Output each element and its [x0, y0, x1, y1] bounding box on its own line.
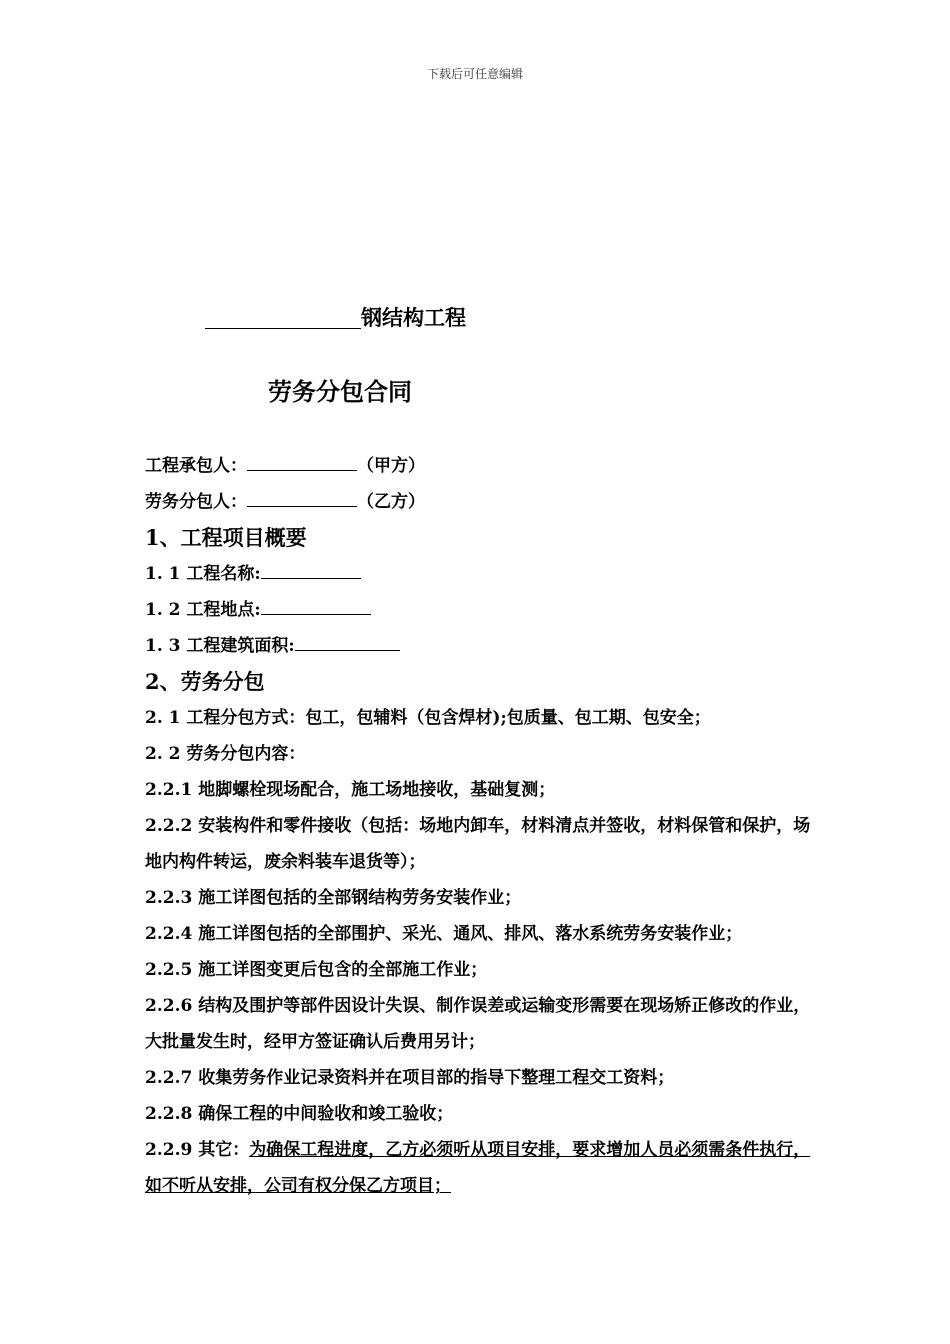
clause-2-2-9-text: 为确保工程进度，乙方必须听从项目安排，要求增加人员必须需条件执行，如不听从安排，公司有权分保乙方项目； [145, 1140, 811, 1196]
title-suffix: 钢结构工程 [361, 305, 466, 330]
item-number: 1. 1 [145, 564, 181, 584]
contractor-line [145, 448, 815, 484]
contractor-role: （甲方） [357, 456, 425, 476]
clause-2-1: 2. 1 工程分包方式：包工，包辅料（包含焊材);包质量、包工期、包安全； [145, 708, 711, 728]
clause-2-2-4: 2.2.4 施工详图包括的全部围护、采光、通风、排风、落水系统劳务安装作业； [145, 924, 743, 944]
clause-2-2-2: 2.2.2 安装构件和零件接收（包括：场地内卸车，材料清点并签收，材料保管和保护，场地内构件转运，废余料装车退货等）； [145, 816, 811, 872]
contractor-blank[interactable] [247, 450, 357, 471]
subcontractor-role: （乙方） [357, 492, 425, 512]
contract-subtitle: 劳务分包合同 [268, 377, 412, 406]
clause-2-2-9 [145, 1132, 815, 1204]
clause-2-2-9-prefix: 2.2.9 其它： [145, 1140, 250, 1160]
header-note: 下载后可任意编辑 [426, 67, 523, 81]
document-body [145, 448, 815, 1204]
subcontractor-line [145, 484, 815, 520]
project-name-label: 工程名称: [186, 564, 261, 584]
clause-2-2-1: 2.2.1 地脚螺栓现场配合，施工场地接收，基础复测； [145, 780, 556, 800]
project-location-field[interactable] [261, 594, 371, 615]
section2-heading: 2、劳务分包 [145, 669, 265, 694]
clause-2-2-8: 2.2.8 确保工程的中间验收和竣工验收； [145, 1104, 454, 1124]
clause-2-2-5: 2.2.5 施工详图变更后包含的全部施工作业； [145, 960, 488, 980]
contract-title [205, 302, 466, 332]
clause-2-2: 2. 2 劳务分包内容： [145, 744, 306, 764]
clause-2-2-6: 2.2.6 结构及围护等部件因设计失误、制作误差或运输变形需要在现场矫正修改的作业，大批量发生时，经甲方签证确认后费用另计； [145, 996, 811, 1052]
project-location-line [145, 592, 815, 628]
section1-heading: 1、工程项目概要 [145, 525, 307, 550]
project-name-blank[interactable] [205, 306, 361, 329]
project-area-line [145, 628, 815, 664]
project-location-label: 工程地点: [186, 600, 261, 620]
contractor-label: 工程承包人： [145, 456, 247, 476]
subcontractor-label: 劳务分包人： [145, 492, 247, 512]
item-number: 1. 3 [145, 636, 181, 656]
subcontractor-blank[interactable] [247, 486, 357, 507]
project-area-field[interactable] [295, 630, 400, 651]
item-number: 1. 2 [145, 600, 181, 620]
clause-2-2-3: 2.2.3 施工详图包括的全部钢结构劳务安装作业； [145, 888, 522, 908]
project-area-label: 工程建筑面积: [186, 636, 295, 656]
project-name-field[interactable] [261, 558, 361, 579]
clause-2-2-7: 2.2.7 收集劳务作业记录资料并在项目部的指导下整理工程交工资料； [145, 1068, 675, 1088]
project-name-line [145, 556, 815, 592]
